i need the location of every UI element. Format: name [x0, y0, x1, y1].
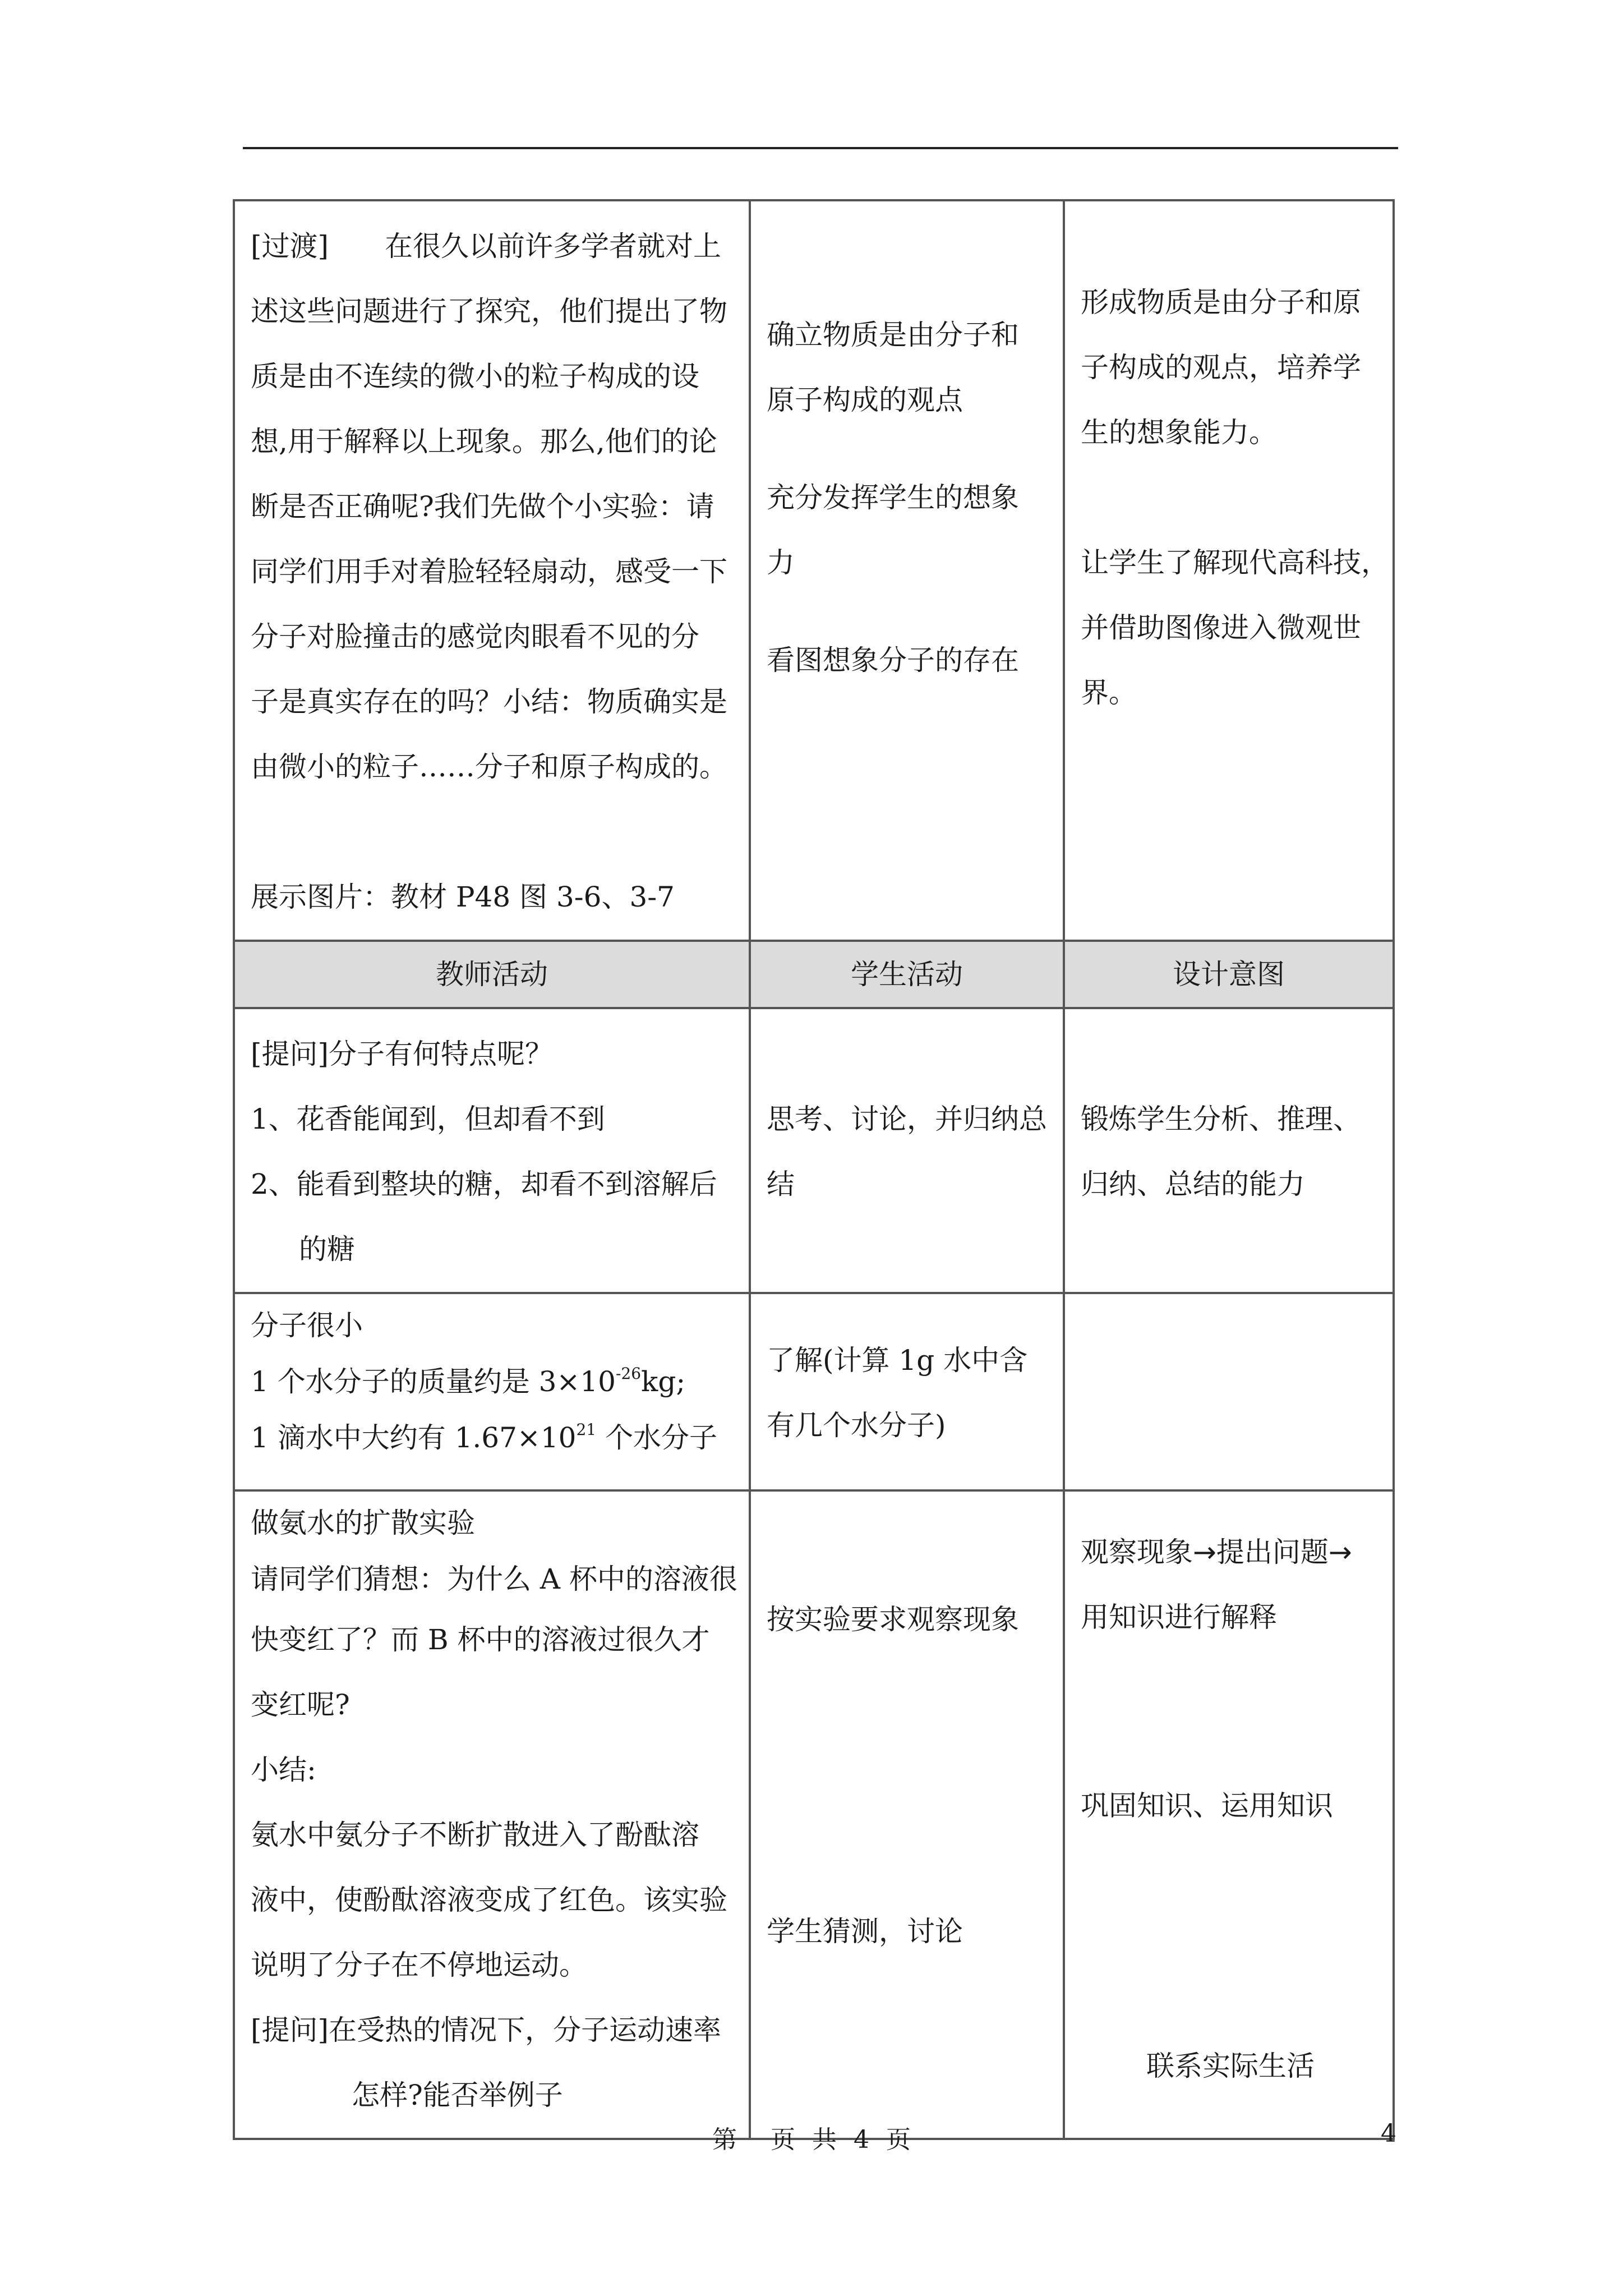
- text-line: 变红呢?: [251, 1688, 350, 1721]
- text-line: 快变红了？而 B 杯中的溶液过很久才: [251, 1623, 710, 1656]
- text-line: [提问]分子有何特点呢？: [251, 1038, 554, 1070]
- exponent: 21: [576, 1420, 597, 1439]
- text-line: 联系实际生活: [1146, 2050, 1315, 2082]
- text-line: 充分发挥学生的想象: [767, 481, 1019, 514]
- text-line: 氨水中氨分子不断扩散进入了酚酞溶: [251, 1819, 699, 1851]
- cell-student-transition: [750, 200, 1064, 941]
- arrow-right-icon: →: [1328, 1536, 1352, 1568]
- text-line: 2、能看到整块的糖，却看不到溶解后: [251, 1168, 717, 1200]
- text-line: 分子很小: [251, 1309, 363, 1342]
- text-line: 锻炼学生分析、推理、: [1081, 1103, 1361, 1135]
- page-number: 4: [1381, 2119, 1396, 2148]
- header-student: 学生活动: [750, 941, 1064, 1008]
- text-line: 巩固知识、运用知识: [1081, 1789, 1333, 1822]
- text-line: 请同学们猜想：为什么 A 杯中的溶液很: [251, 1563, 737, 1595]
- text-line: 的糖: [299, 1233, 355, 1266]
- text-line: 学生猜测，讨论: [767, 1915, 963, 1948]
- text-span: 1 个水分子的质量约是 3×10: [251, 1365, 616, 1398]
- text-line: 形成物质是由分子和原: [1081, 286, 1361, 319]
- text-line: 小结:: [251, 1754, 316, 1786]
- table-row-small: [234, 1293, 1394, 1490]
- text-span: 个水分子: [596, 1421, 717, 1454]
- table-row-question: [234, 1008, 1394, 1293]
- text-line: 并借助图像进入微观世: [1081, 611, 1361, 644]
- drop-line: [251, 1410, 736, 1466]
- cell-teacher-transition: [234, 200, 750, 941]
- text-line: 用知识进行解释: [1081, 1601, 1277, 1634]
- text-line: 力: [767, 546, 795, 579]
- cell-student-small: [750, 1293, 1064, 1490]
- page-indicator: 第 页 共 4 页: [712, 2125, 915, 2154]
- text-line: 述这些问题进行了探究，他们提出了物: [251, 295, 727, 328]
- table-row-diffusion: [234, 1490, 1394, 2139]
- text-line: 确立物质是由分子和: [767, 319, 1019, 351]
- table-row-transition: [234, 200, 1394, 941]
- text-line: 1、花香能闻到，但却看不到: [251, 1103, 605, 1135]
- text-line: 子构成的观点，培养学: [1081, 351, 1361, 384]
- table-header-row: [234, 941, 1394, 1008]
- text-line: 想,用于解释以上现象。那么,他们的论: [251, 425, 717, 458]
- cell-student-question: [750, 1008, 1064, 1293]
- text-line: 思考、讨论，并归纳总: [767, 1103, 1047, 1135]
- lesson-plan-table: [233, 199, 1395, 2140]
- text-line: 断是否正确呢?我们先做个小实验：请: [251, 490, 714, 523]
- cell-teacher-small: [234, 1293, 750, 1490]
- text-line: 界。: [1081, 677, 1137, 709]
- cell-design-diffusion: [1064, 1490, 1394, 2139]
- text-span: kg;: [641, 1365, 686, 1398]
- cell-student-diffusion: [750, 1490, 1064, 2139]
- cell-design-transition: [1064, 200, 1394, 941]
- header-teacher: 教师活动: [234, 941, 750, 1008]
- text-line: 了解(计算 1g 水中含: [767, 1344, 1028, 1377]
- text-line: 液中，使酚酞溶液变成了红色。该实验: [251, 1884, 727, 1916]
- text-line: 有几个水分子): [767, 1409, 946, 1442]
- header-rule: [243, 147, 1398, 149]
- text-line: 由微小的粒子……分子和原子构成的。: [251, 751, 727, 783]
- text-line: 原子构成的观点: [767, 384, 963, 416]
- cell-teacher-diffusion: [234, 1490, 750, 2139]
- text-line: [提问]在受热的情况下，分子运动速率: [251, 2014, 722, 2046]
- text-line: 分子对脸撞击的感觉肉眼看不见的分: [251, 620, 699, 653]
- text-line: 子是真实存在的吗？小结：物质确实是: [251, 685, 727, 718]
- text-line: 让学生了解现代高科技，: [1081, 546, 1389, 579]
- text-line: 怎样?能否举例子: [352, 2079, 563, 2111]
- text-line: 做氨水的扩散实验: [251, 1507, 475, 1539]
- text-span: 观察现象: [1081, 1536, 1193, 1568]
- text-span: 提出问题: [1216, 1536, 1329, 1568]
- text-span: 1 滴水中大约有 1.67×10: [251, 1421, 577, 1454]
- text-line: [过渡] 在很久以前许多学者就对上: [251, 230, 722, 263]
- text-line: 按实验要求观察现象: [767, 1603, 1019, 1636]
- text-line: 展示图片：教材 P48 图 3-6、3-7: [251, 881, 675, 913]
- cell-design-small: [1064, 1293, 1394, 1490]
- text-line: 结: [767, 1168, 795, 1200]
- text-line: 同学们用手对着脸轻轻扇动，感受一下: [251, 555, 727, 588]
- text-line: 归纳、总结的能力: [1081, 1168, 1305, 1200]
- flow-line: [1081, 1520, 1380, 1585]
- mass-line: [251, 1354, 736, 1410]
- text-line: 说明了分子在不停地运动。: [251, 1949, 587, 1981]
- cell-teacher-question: [234, 1008, 750, 1293]
- text-line: 生的想象能力。: [1081, 416, 1277, 449]
- text-line: 看图想象分子的存在: [767, 644, 1019, 677]
- arrow-right-icon: →: [1193, 1536, 1216, 1568]
- exponent: -26: [615, 1364, 642, 1383]
- cell-design-question: [1064, 1008, 1394, 1293]
- text-line: 质是由不连续的微小的粒子构成的设: [251, 360, 699, 393]
- header-design: 设计意图: [1064, 941, 1394, 1008]
